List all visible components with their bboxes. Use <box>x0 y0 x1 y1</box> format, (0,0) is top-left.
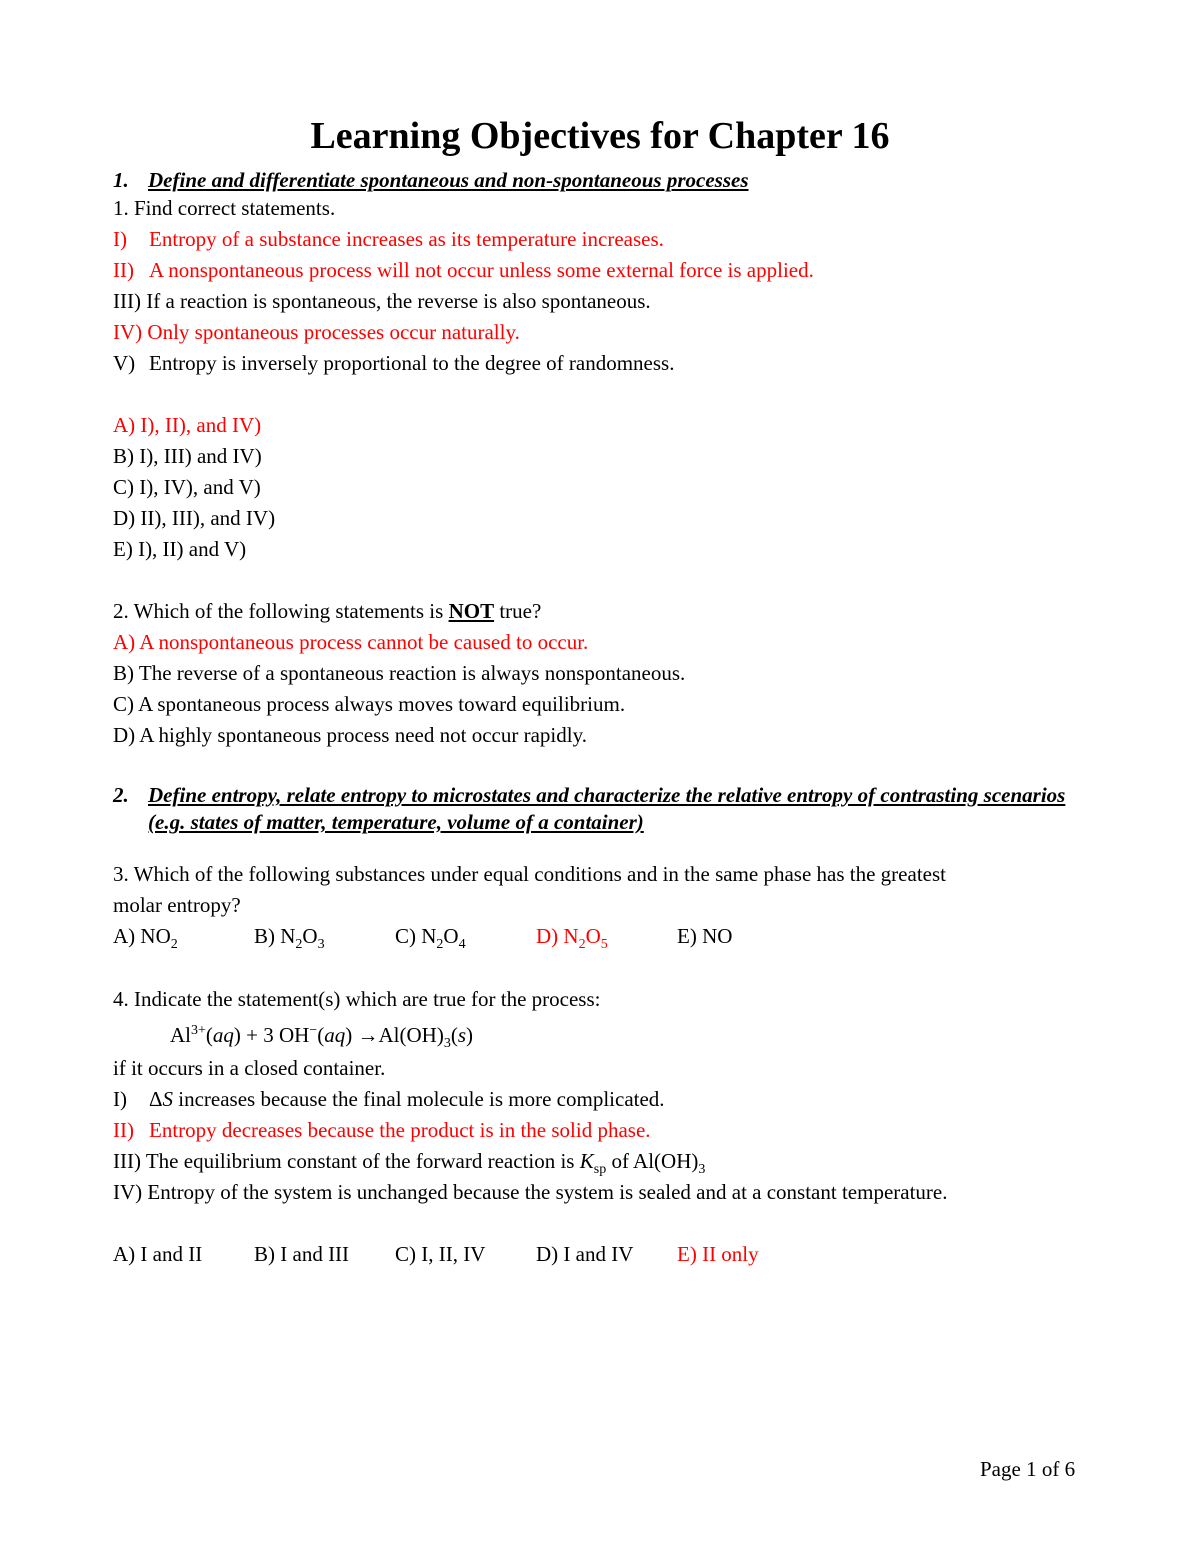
q1-statement-1: I) Entropy of a substance increases as its temperature increases. <box>113 227 664 251</box>
q2-choice-b: B) The reverse of a spontaneous reaction is always nonspontaneous. <box>113 661 686 685</box>
q2-choice-d: D) A highly spontaneous process need not occur rapidly. <box>113 723 587 747</box>
q3-choice-e: E) NO <box>677 924 733 948</box>
objective-1-heading <box>113 167 749 193</box>
objective-2-number: 2. <box>113 783 129 807</box>
q2-choice-a: A) A nonspontaneous process cannot be caused to occur. <box>113 630 589 654</box>
objective-1-number: 1. <box>113 168 129 192</box>
objective-1-text: Define and differentiate spontaneous and non-spontaneous processes <box>148 168 749 192</box>
q1-choice-b: B) I), III) and IV) <box>113 444 262 468</box>
q1-choice-d: D) II), III), and IV) <box>113 506 276 530</box>
q1-statement-5: V) Entropy is inversely proportional to the degree of randomness. <box>113 351 675 375</box>
objective-2-text: Define entropy, relate entropy to microstates and characterize the relative entropy of contrasting scenarios (e.g. states of matter, temperature, volume of a container) <box>148 783 1066 834</box>
q1-choice-a: A) I), II), and IV) <box>113 413 262 437</box>
page-number: Page 1 of 6 <box>980 1457 1076 1481</box>
not-emphasis: NOT <box>448 599 495 623</box>
q2-choice-c: C) A spontaneous process always moves toward equilibrium. <box>113 692 626 716</box>
q4-statement-3: III) The equilibrium constant of the forward reaction is $K_{sp}$ of $Al(OH)_3$ <box>113 1149 706 1178</box>
q1-stem: 1. Find correct statements. <box>113 196 336 220</box>
q1-choice-c: C) I), IV), and V) <box>113 475 261 499</box>
q4-statement-2: II) Entropy decreases because the product is in the solid phase. <box>113 1118 651 1142</box>
q3-stem-line-1: 3. Which of the following substances under equal conditions and in the same phase has the greatest <box>113 862 946 886</box>
q4-stem: 4. Indicate the statement(s) which are true for the process: <box>113 987 601 1011</box>
q4-statement-4: IV) Entropy of the system is unchanged because the system is sealed and at a constant temperature. <box>113 1180 948 1204</box>
page-title: Learning Objectives for Chapter 16 <box>310 115 890 157</box>
q3-stem-line-2: molar entropy? <box>113 893 241 917</box>
q1-statement-2: II) A nonspontaneous process will not occur unless some external force is applied. <box>113 258 814 282</box>
q4-choice-c: C) I, II, IV <box>395 1242 486 1266</box>
q3-choice-d: D) $N_2O_5$ <box>536 924 608 953</box>
q3-choice-b: B) $N_2O_3$ <box>254 924 325 953</box>
q1-statement-3: III) If a reaction is spontaneous, the reverse is also spontaneous. <box>113 289 651 313</box>
objective-2-heading <box>113 782 1103 836</box>
q3-choice-c: C) $N_2O_4$ <box>395 924 466 953</box>
q4-closing: if it occurs in a closed container. <box>113 1056 386 1080</box>
q4-choice-a: A) I and II <box>113 1242 203 1266</box>
q1-statement-4: IV) Only spontaneous processes occur naturally. <box>113 320 520 344</box>
q3-choice-a: A) $NO_2$ <box>113 924 178 953</box>
q4-choice-b: B) I and III <box>254 1242 350 1266</box>
q4-statement-1: I) ΔS increases because the final molecule is more complicated. <box>113 1087 665 1111</box>
q4-choice-d: D) I and IV <box>536 1242 634 1266</box>
q4-equation: $Al^{3+}(aq) + 3$ $OH^-(aq) \to Al(OH)_3(s)$ <box>170 1023 474 1052</box>
q4-choice-e: E) II only <box>677 1242 759 1266</box>
q1-choice-e: E) I), II) and V) <box>113 537 247 561</box>
q2-stem: 2. Which of the following statements is NOT true? <box>113 599 542 623</box>
